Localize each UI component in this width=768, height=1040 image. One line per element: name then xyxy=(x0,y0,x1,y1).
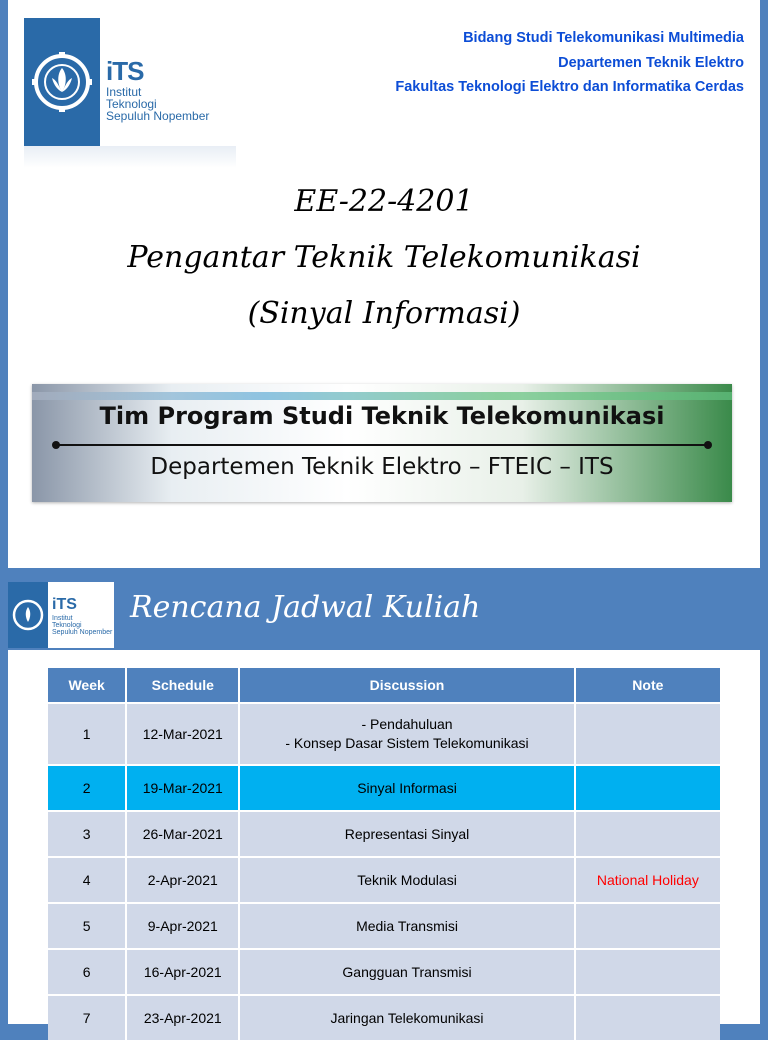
logo-subtext: Institut Teknologi Sepuluh Nopember xyxy=(106,85,210,123)
course-subtitle: (Sinyal Informasi) xyxy=(247,296,521,331)
schedule-title: Rencana Jadwal Kuliah xyxy=(130,590,481,625)
study-program: Bidang Studi Telekomunikasi Multimedia xyxy=(463,30,744,46)
team-department: Departemen Teknik Elektro – FTEIC – ITS xyxy=(150,454,614,480)
schedule-body xyxy=(8,650,760,1024)
date-cell: 12-Mar-2021 xyxy=(127,702,240,764)
week-cell: 7 xyxy=(48,994,127,1040)
note-cell xyxy=(576,948,720,994)
note-cell xyxy=(576,810,720,856)
discussion-cell: Gangguan Transmisi xyxy=(240,948,575,994)
week-cell: 3 xyxy=(48,810,127,856)
column-header-schedule: Schedule xyxy=(127,668,240,702)
week-cell: 6 xyxy=(48,948,127,994)
column-header-note: Note xyxy=(576,668,720,702)
discussion-cell: - Pendahuluan - Konsep Dasar Sistem Telekomunikasi xyxy=(240,702,575,764)
title-slide xyxy=(8,0,760,568)
note-cell xyxy=(576,994,720,1040)
week-cell: 2 xyxy=(48,764,127,810)
discussion-cell: Representasi Sinyal xyxy=(240,810,575,856)
table-row xyxy=(48,702,720,764)
table-row-highlighted xyxy=(48,764,720,810)
its-emblem-icon xyxy=(8,582,48,648)
schedule-table xyxy=(48,668,720,1040)
note-cell xyxy=(576,764,720,810)
week-cell: 5 xyxy=(48,902,127,948)
date-cell: 2-Apr-2021 xyxy=(127,856,240,902)
note-cell xyxy=(576,902,720,948)
department: Departemen Teknik Elektro xyxy=(558,54,744,71)
institution-info xyxy=(395,26,744,100)
team-name: Tim Program Studi Teknik Telekomunikasi xyxy=(99,402,665,430)
its-logo-small xyxy=(8,582,114,648)
logo-subtext: Institut Teknologi Sepuluh Nopember xyxy=(52,615,113,636)
date-cell: 19-Mar-2021 xyxy=(127,764,240,810)
logo-wordmark: iTS xyxy=(106,56,144,86)
column-header-week: Week xyxy=(48,668,127,702)
table-row xyxy=(48,994,720,1040)
table-row xyxy=(48,856,720,902)
table-row xyxy=(48,948,720,994)
date-cell: 16-Apr-2021 xyxy=(127,948,240,994)
discussion-cell: Jaringan Telekomunikasi xyxy=(240,994,575,1040)
divider-dot xyxy=(52,441,60,449)
note-cell xyxy=(576,702,720,764)
note-cell-holiday: National Holiday xyxy=(576,856,720,902)
divider-dot xyxy=(704,441,712,449)
week-cell: 1 xyxy=(48,702,127,764)
faculty: Fakultas Teknologi Elektro dan Informatika Cerdas xyxy=(395,79,744,95)
week-cell: 4 xyxy=(48,856,127,902)
table-row xyxy=(48,810,720,856)
its-emblem-icon xyxy=(24,18,100,146)
logo-wordmark: iTS xyxy=(52,596,77,613)
logo-reflection xyxy=(24,146,236,168)
date-cell: 9-Apr-2021 xyxy=(127,902,240,948)
course-title: Pengantar Teknik Telekomunikasi xyxy=(127,240,641,275)
discussion-cell: Media Transmisi xyxy=(240,902,575,948)
course-code: EE-22-4201 xyxy=(294,184,474,219)
divider xyxy=(54,444,710,446)
column-header-discussion: Discussion xyxy=(240,668,575,702)
schedule-header xyxy=(8,578,760,650)
discussion-cell: Sinyal Informasi xyxy=(240,764,575,810)
date-cell: 26-Mar-2021 xyxy=(127,810,240,856)
table-row xyxy=(48,902,720,948)
date-cell: 23-Apr-2021 xyxy=(127,994,240,1040)
discussion-cell: Teknik Modulasi xyxy=(240,856,575,902)
its-logo xyxy=(24,18,236,146)
team-banner xyxy=(32,384,732,502)
table-header-row xyxy=(48,668,720,702)
